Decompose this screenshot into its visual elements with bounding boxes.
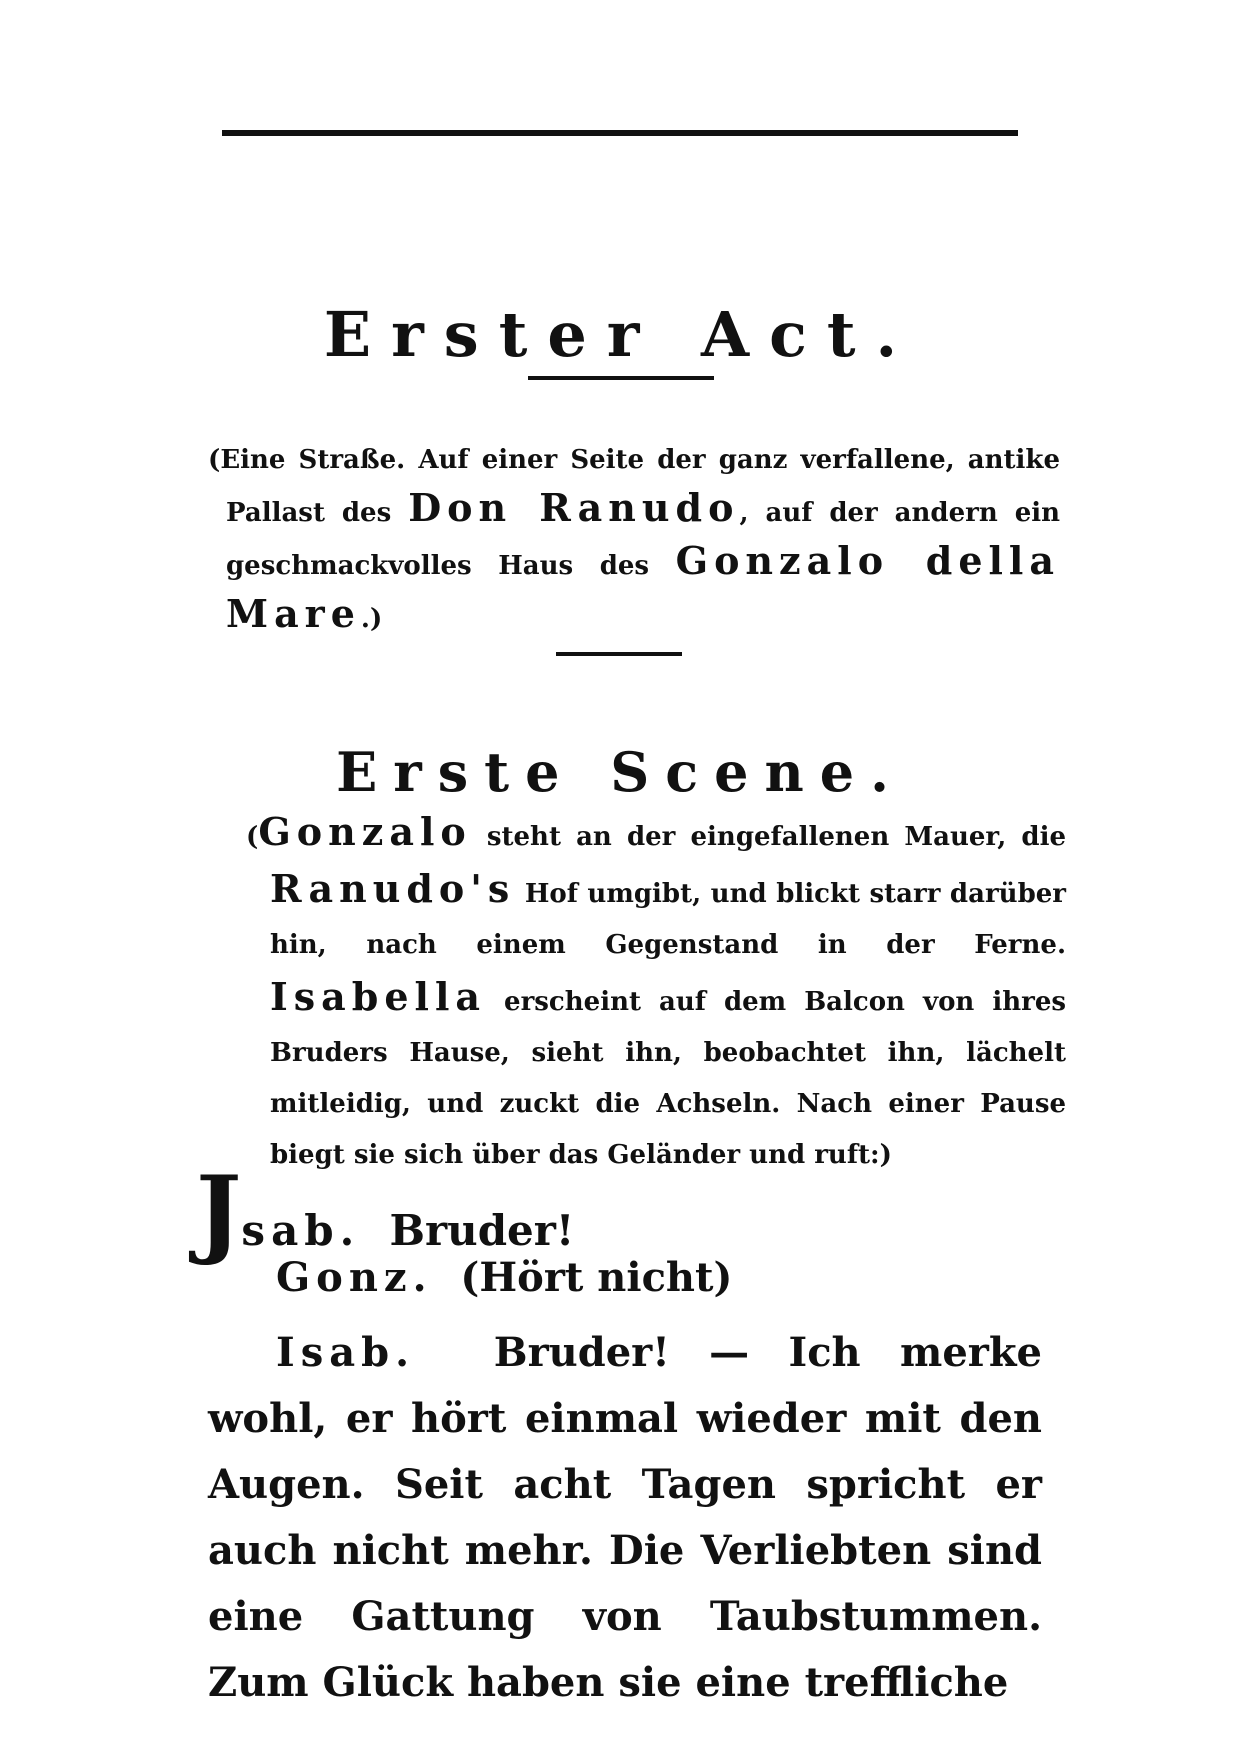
stage-direction-text: steht an der eingefallenen Mauer, die <box>486 822 1066 852</box>
speaker-name: Isab. <box>276 1329 416 1376</box>
stage-direction-text: Hof umgibt, und blickt starr darüber hin, nach einem Gegenstand in der Ferne. <box>270 879 1066 960</box>
stage-direction-setting <box>208 436 1060 643</box>
dialogue-text: Bruder! — Ich merke wohl, er hört einmal wieder mit den Augen. Seit acht Tagen spricht er auch nicht mehr. Die Verliebten sind eine Gattung von Taubstummen. Zum Glück haben sie eine treffliche <box>208 1329 1043 1706</box>
dialogue-text: Bruder! <box>389 1206 575 1255</box>
stage-direction-text: , auf der andern ein geschmackvolles Haus des <box>226 498 1061 581</box>
character-name: Don Ranudo <box>408 485 740 530</box>
dialogue-line <box>276 1254 732 1301</box>
stage-direction-text: Eine Straße. Auf einer Seite der ganz verfallene, antike Pallast des <box>220 445 1060 528</box>
speaker-name: Gonz. <box>276 1254 433 1301</box>
scene-divider-rule <box>556 652 682 656</box>
character-name: Gonzalo <box>258 809 472 854</box>
header-rule <box>222 130 1018 136</box>
drop-cap: J <box>196 1155 242 1268</box>
character-name: Isabella <box>270 974 487 1019</box>
speaker-name: sab. <box>241 1206 361 1255</box>
act-divider-rule <box>528 376 714 380</box>
stage-direction-scene <box>246 806 1066 1181</box>
character-name: Ranudo's <box>270 866 516 911</box>
dialogue-line <box>196 1155 575 1268</box>
stage-direction-text: erscheint auf dem Balcon von ihres Bruders Hause, sieht ihn, beobachtet ihn, lächelt mitleidig, und zuckt die Achseln. Nach einer Pause biegt sie sich über das Geländer und ruft:) <box>270 987 1066 1170</box>
dialogue-text: (Hört nicht) <box>460 1254 733 1301</box>
paren-close: .) <box>360 604 383 634</box>
scene-title: Erste Scene. <box>336 739 905 804</box>
character-name: Gonzalo della Mare <box>226 538 1060 636</box>
dialogue-paragraph <box>208 1320 1042 1716</box>
paren-open: ( <box>246 822 259 852</box>
act-title: Erster Act. <box>323 297 918 371</box>
paren-open: ( <box>208 445 221 475</box>
